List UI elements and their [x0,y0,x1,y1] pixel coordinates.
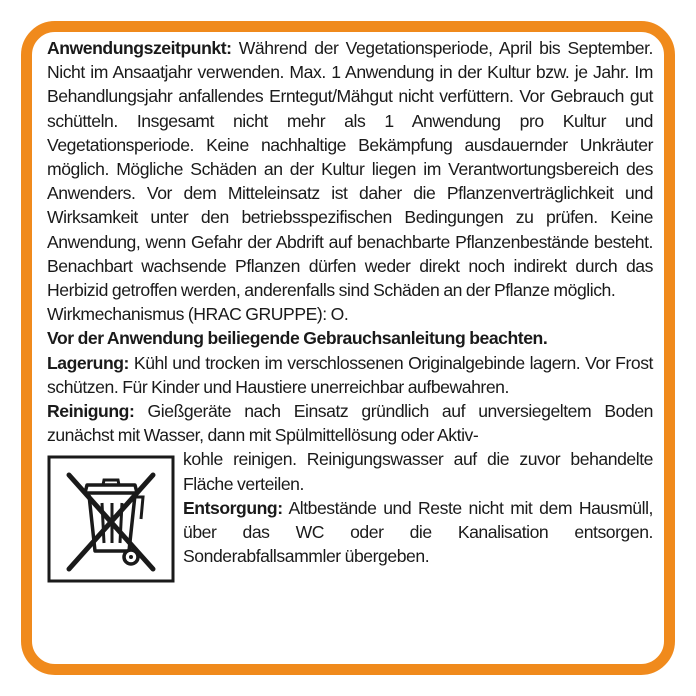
application-text: Während der Vegetationsperiode, April bis September. Nicht im Ansaatjahr verwenden. Max. 1 Anwendung in der Kultur bzw. je Jahr. Im Behandlungsjahr anfallendes Erntegut/Mähgut nicht verfüttern. Vor Gebrauch gut schütteln. Insgesamt nicht mehr als 1 Anwendung pro Kultur und Vegetationsperiode. Keine nachhaltige Bekämpfung ausdauernder Unkräuter möglich. Mögliche Schäden an der Kultur liegen im Verantwortungsbereich des Anwenders. Vor dem Mitteleinsatz ist daher die Pflanzenverträglichkeit und Wirksamkeit unter den betriebsspezifischen Bedingungen zu prüfen. Keine Anwendung, wenn Gefahr der Abdrift auf benachbarte Pflanzenbestände besteht. Benachbart wachsende Pflanzen dürfen weder direkt noch indirekt durch das Herbizid getroffen werden, anderenfalls sind Schäden an der Pflanze möglich. [47,38,653,301]
cleaning-paragraph-bottom: kohle reinigen. Reinigungswasser auf die zuvor behandelte Fläche verteilen. [183,449,653,494]
disposal-text-column [183,447,653,568]
mode-of-action: Wirkmechanismus (HRAC GRUPPE): O. [47,304,349,325]
cleaning-heading: Reinigung: [47,401,135,422]
cleaning-paragraph-top [47,399,653,447]
crossed-out-wheelie-bin-icon [47,455,175,583]
disposal-text: Altbestände und Reste nicht mit dem Hausmüll, über das WC oder die Kanalisation entsorgen. Sonderabfallsammler übergeben. [183,497,653,567]
storage-text: Kühl und trocken im verschlossenen Originalgebinde lagern. Vor Frost schützen. Für Kinder und Haustiere unerreichbar aufbewahren. [47,352,653,397]
disposal-heading: Entsorgung: [183,497,283,518]
disposal-paragraph [183,496,653,569]
label-text [47,36,653,583]
instructions-notice: Vor der Anwendung beiliegende Gebrauchsanleitung beachten. [47,328,548,349]
storage-paragraph [47,351,653,399]
disposal-row [47,447,653,583]
application-paragraph [47,36,653,302]
cleaning-text-top: Gießgeräte nach Einsatz gründlich auf unversiegeltem Boden zunächst mit Wasser, dann mit Spülmittellösung oder Aktiv- [47,401,653,446]
application-heading: Anwendungszeitpunkt: [47,38,232,58]
storage-heading: Lagerung: [47,352,129,373]
